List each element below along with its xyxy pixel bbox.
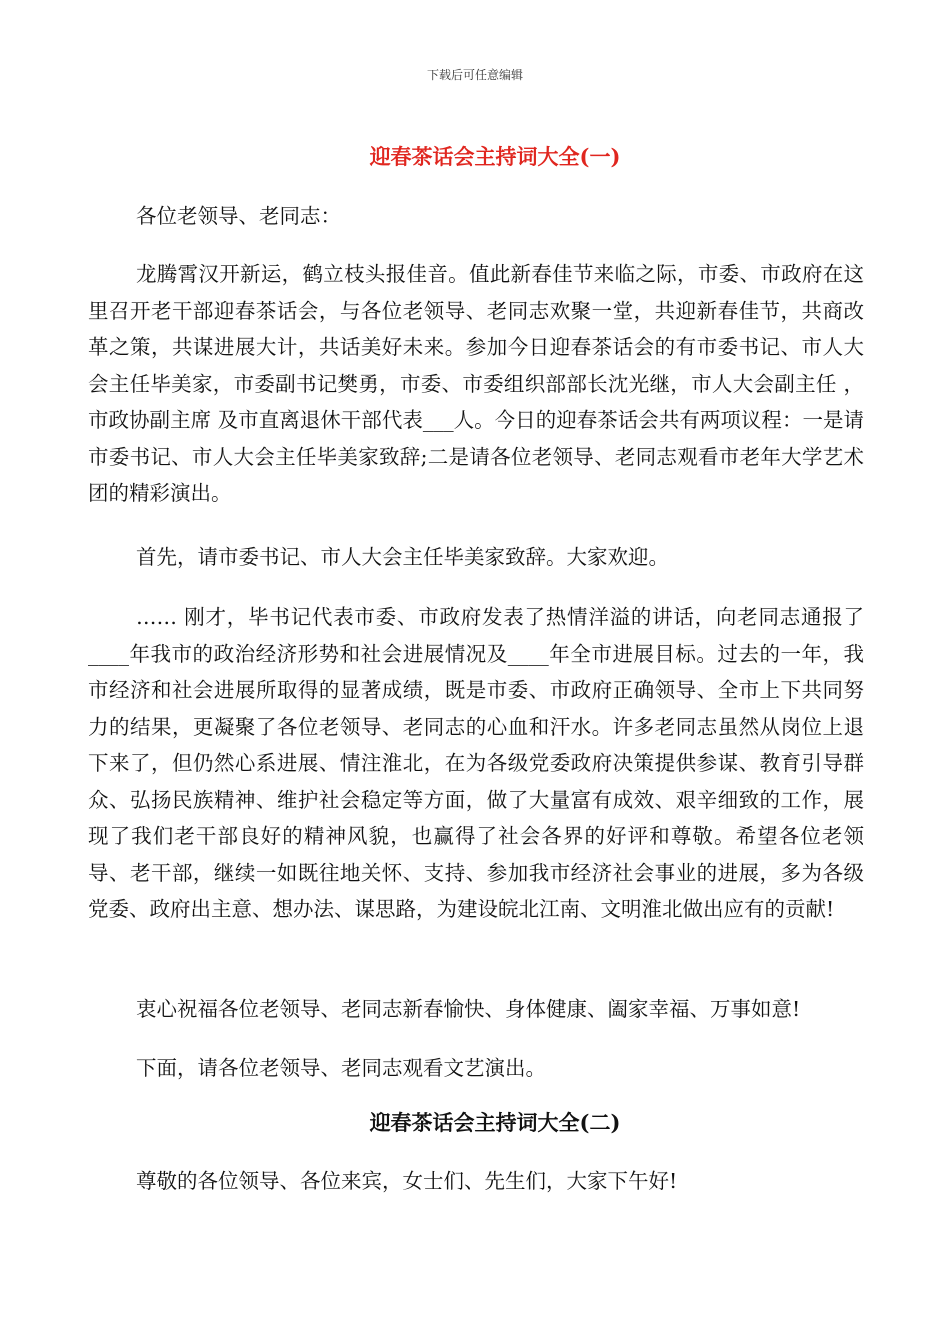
section-1-title: 迎春茶话会主持词大全(一) [369,144,621,169]
section-2-greeting-paragraph: 尊敬的各位领导、各位来宾，女士们、先生们，大家下午好! [136,1169,678,1193]
greeting-paragraph: 各位老领导、老同志： [136,204,341,228]
header-note: 下载后可任意编辑 [426,68,523,82]
blessing-paragraph: 衷心祝福各位老领导、老同志新春愉快、身体健康、阖家幸福、万事如意! [136,997,801,1021]
section-2-title: 迎春茶话会主持词大全(二) [369,1110,621,1135]
opening-paragraph: 龙腾霄汉开新运，鹤立枝头报佳音。值此新春佳节来临之际，市委、市政府在这里召开老干部迎春茶话会，与各位老领导、老同志欢聚一堂，共迎新春佳节，共商改革之策，共谋进展大计，共话美好未来。参加今日迎春茶话会的有市委书记、市人大会主任毕美家，市委副书记樊勇，市委、市委组织部部长沈光继，市人大会副主任 ，市政协副主席 及市直离退休干部代表___人。今日的迎春茶话会共有两项议程：一是请市委书记、市人大会主任毕美家致辞;二是请各位老领导、老同志观看市老年大学艺术团的精彩演出。 [88,262,864,505]
performance-paragraph: 下面，请各位老领导、老同志观看文艺演出。 [136,1056,546,1080]
speech-invitation-paragraph: 首先，请市委书记、市人大会主任毕美家致辞。大家欢迎。 [136,545,669,569]
summary-paragraph: …… 刚才，毕书记代表市委、市政府发表了热情洋溢的讲话，向老同志通报了____年我市的政治经济形势和社会进展情况及____年全市进展目标。过去的一年，我市经济和社会进展所取得的显著成绩，既是市委、市政府正确领导、全市上下共同努力的结果，更凝聚了各位老领导、老同志的心血和汗水。许多老同志虽然从岗位上退下来了，但仍然心系进展、情注淮北，在为各级党委政府决策提供参谋、教育引导群众、弘扬民族精神、维护社会稳定等方面，做了大量富有成效、艰辛细致的工作，展现了我们老干部良好的精神风貌，也赢得了社会各界的好评和尊敬。希望各位老领导、老干部，继续一如既往地关怀、支持、参加我市经济社会事业的进展，多为各级党委、政府出主意、想办法、谋思路，为建设皖北江南、文明淮北做出应有的贡献! [88,605,864,921]
